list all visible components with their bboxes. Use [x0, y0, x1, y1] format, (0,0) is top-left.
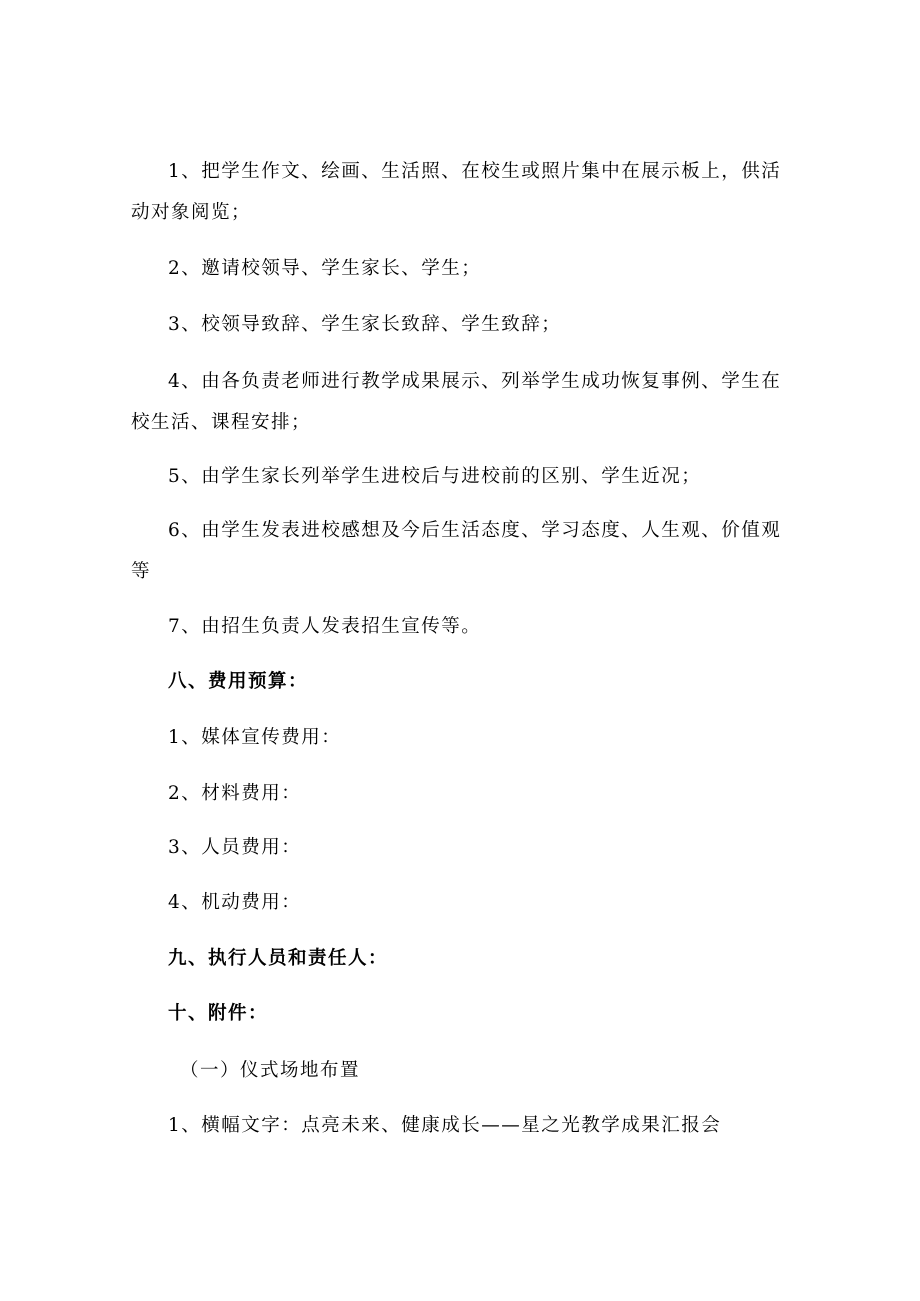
paragraph-6: 6、由学生发表进校感想及今后生活态度、学习态度、人生观、价值观等 [131, 520, 782, 582]
paragraph-1: 1、把学生作文、绘画、生活照、在校生或照片集中在展示板上，供活动对象阅览； [131, 161, 782, 223]
section-8-item-3: 3、人员费用： [168, 837, 302, 858]
section-8-item-2: 2、材料费用： [168, 783, 302, 804]
section-8-item-4: 4、机动费用： [168, 892, 302, 913]
paragraph-2: 2、邀请校领导、学生家长、学生； [168, 258, 482, 279]
section-10-heading: 十、附件： [168, 1003, 269, 1024]
paragraph-4: 4、由各负责老师进行教学成果展示、列举学生成功恢复事例、学生在校生活、课程安排； [131, 371, 782, 433]
paragraph-3: 3、校领导致辞、学生家长致辞、学生致辞； [168, 314, 562, 335]
section-10-item-1: 1、横幅文字：点亮未来、健康成长——星之光教学成果汇报会 [168, 1115, 722, 1136]
section-8-item-1: 1、媒体宣传费用： [168, 727, 342, 748]
section-9-heading: 九、执行人员和责任人： [168, 948, 389, 969]
section-8-heading: 八、费用预算： [168, 671, 309, 692]
paragraph-5: 5、由学生家长列举学生进校后与进校前的区别、学生近况； [168, 466, 702, 487]
section-10-subheading: （一）仪式场地布置 [180, 1060, 361, 1081]
paragraph-7: 7、由招生负责人发表招生宣传等。 [168, 616, 482, 637]
